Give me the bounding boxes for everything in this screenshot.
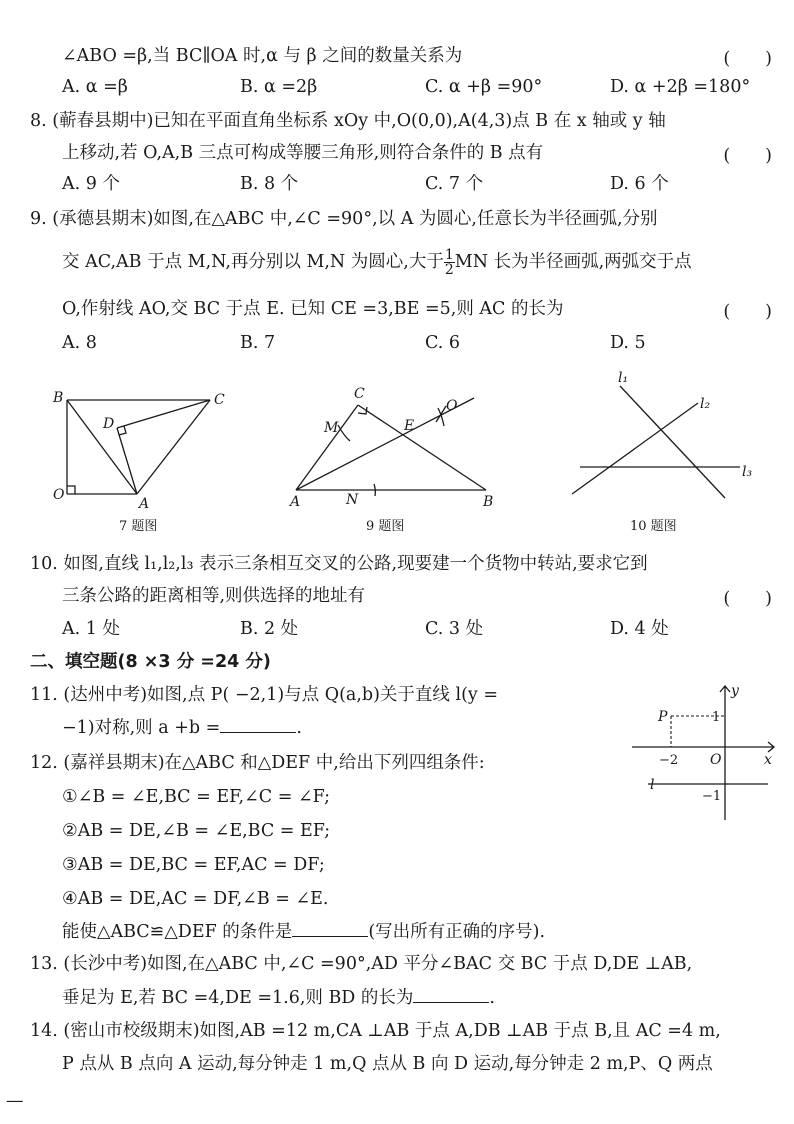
fig7-label-c: C [214, 392, 225, 408]
fig9-label-e: E [404, 418, 415, 434]
q12-condition-1: ①∠B = ∠E,BC = EF,∠C = ∠F; [62, 787, 331, 807]
q11-fig-label-y: y [731, 683, 739, 699]
q7-option-a: A. α =β [62, 77, 128, 97]
q7-option-c: C. α +β =90° [425, 77, 543, 97]
q13-line1: 13. (长沙中考)如图,在△ABC 中,∠C =90°,AD 平分∠BAC 交 BC 于点 D,DE ⊥AB, [30, 954, 693, 974]
fig10-caption: 10 题图 [630, 519, 677, 534]
q11-figure [628, 680, 788, 822]
q7-option-d: D. α +2β =180° [610, 77, 751, 97]
fig10-label-l1: l₁ [618, 370, 629, 386]
q14-line2: P 点从 B 点向 A 运动,每分钟走 1 m,Q 点从 B 向 D 运动,每分钟走 2 m,P、Q 两点 [62, 1054, 713, 1074]
q8-line2: 上移动,若 O,A,B 三点可构成等腰三角形,则符合条件的 B 点有 [62, 143, 544, 163]
q12-answer-blank[interactable] [292, 920, 368, 937]
q9-fraction [444, 248, 455, 277]
q7-stem: ∠ABO =β,当 BC∥OA 时,α 与 β 之间的数量关系为 [62, 46, 463, 66]
q9-fraction-den: 2 [444, 262, 454, 278]
q12-conclusion-a: 能使△ABC≌△DEF 的条件是 [62, 922, 293, 942]
q12-condition-3: ③AB = DE,BC = EF,AC = DF; [62, 855, 325, 875]
fig9-label-c: C [354, 386, 365, 402]
fig9-label-b: B [483, 494, 494, 510]
section-2-heading: 二、填空题(8 ×3 分 =24 分) [30, 652, 271, 672]
q8-option-d: D. 6 个 [610, 174, 669, 194]
q9-fraction-num: 1 [444, 247, 454, 263]
fig10-label-l3: l₃ [742, 464, 753, 480]
q13-line2 [62, 986, 495, 1009]
q13-line2-a: 垂足为 E,若 BC =4,DE =1.6,则 BD 的长为 [62, 988, 414, 1008]
q11-line2 [62, 716, 302, 739]
q12-line1: 12. (嘉祥县期末)在△ABC 和△DEF 中,给出下列四组条件: [30, 753, 485, 773]
q9-option-b: B. 7 [240, 333, 276, 353]
fig7-caption: 7 题图 [119, 519, 158, 534]
q9-option-a: A. 8 [62, 333, 97, 353]
figure-10 [560, 368, 770, 540]
q10-option-d: D. 4 处 [610, 619, 669, 639]
q11-fig-label-x: x [764, 752, 772, 768]
q13-line2-b: . [489, 988, 495, 1008]
q10-option-b: B. 2 处 [240, 619, 299, 639]
q8-answer-paren: ( ) [723, 146, 772, 166]
q10-line2: 三条公路的距离相等,则供选择的地址有 [62, 586, 366, 606]
fig9-caption: 9 题图 [366, 519, 405, 534]
q11-line2-b: . [296, 718, 302, 738]
q7-answer-paren: ( ) [723, 49, 772, 69]
fig7-label-b: B [53, 390, 64, 406]
fig9-label-m: M [324, 420, 339, 436]
q9-line2 [62, 248, 692, 277]
figure-9 [278, 380, 508, 540]
q8-option-c: C. 7 个 [425, 174, 484, 194]
q11-fig-label-1: 1 [712, 710, 721, 725]
q7-option-b: B. α =2β [240, 77, 318, 97]
fig7-label-o: O [53, 487, 65, 503]
q12-conclusion [62, 920, 545, 943]
q12-condition-2: ②AB = DE,∠B = ∠E,BC = EF; [62, 821, 331, 841]
q12-conclusion-b: (写出所有正确的序号). [368, 922, 546, 942]
q12-condition-4: ④AB = DE,AC = DF,∠B = ∠E. [62, 889, 329, 909]
q9-line2-a: 交 AC,AB 于点 M,N,再分别以 M,N 为圆心,大于 [62, 252, 444, 272]
fig9-label-o: O [446, 398, 458, 414]
q11-fig-label-o: O [710, 752, 722, 768]
q9-line1: 9. (承德县期末)如图,在△ABC 中,∠C =90°,以 A 为圆心,任意长为半径画弧,分别 [30, 209, 658, 229]
q11-fig-label-neg2: −2 [659, 753, 679, 768]
q9-line3: O,作射线 AO,交 BC 于点 E. 已知 CE =3,BE =5,则 AC 的长为 [62, 299, 564, 319]
q11-fig-label-neg1: −1 [702, 789, 722, 804]
q10-option-a: A. 1 处 [62, 619, 120, 639]
q11-answer-blank[interactable] [220, 716, 296, 733]
q10-answer-paren: ( ) [723, 589, 772, 609]
q8-line1: 8. (蕲春县期中)已知在平面直角坐标系 xOy 中,O(0,0),A(4,3)点 B 在 x 轴或 y 轴 [30, 111, 666, 131]
q9-line2-b: MN 长为半径画弧,两弧交于点 [454, 252, 692, 272]
fig7-label-d: D [103, 416, 115, 432]
fig10-label-l2: l₂ [700, 396, 711, 412]
footer-mark: — [6, 1091, 24, 1111]
fig7-label-a: A [139, 496, 150, 512]
figure-7 [45, 380, 245, 540]
q8-option-b: B. 8 个 [240, 174, 299, 194]
q14-line1: 14. (密山市校级期末)如图,AB =12 m,CA ⊥AB 于点 A,DB ⊥AB 于点 B,且 AC =4 m, [30, 1021, 721, 1041]
q13-answer-blank[interactable] [413, 986, 489, 1003]
q11-line1: 11. (达州中考)如图,点 P( −2,1)与点 Q(a,b)关于直线 l(y = [30, 685, 499, 705]
q9-option-c: C. 6 [425, 333, 461, 353]
fig9-label-n: N [346, 492, 359, 508]
q11-line2-a: −1)对称,则 a +b = [62, 718, 221, 738]
q10-option-c: C. 3 处 [425, 619, 484, 639]
q8-option-a: A. 9 个 [62, 174, 120, 194]
q11-fig-label-l: l [650, 777, 655, 793]
q11-fig-label-p: P [658, 709, 668, 725]
q10-line1: 10. 如图,直线 l₁,l₂,l₃ 表示三条相互交叉的公路,现要建一个货物中转站,要求它到 [30, 554, 648, 574]
fig9-label-a: A [290, 494, 301, 510]
q9-option-d: D. 5 [610, 333, 646, 353]
q9-answer-paren: ( ) [723, 302, 772, 322]
